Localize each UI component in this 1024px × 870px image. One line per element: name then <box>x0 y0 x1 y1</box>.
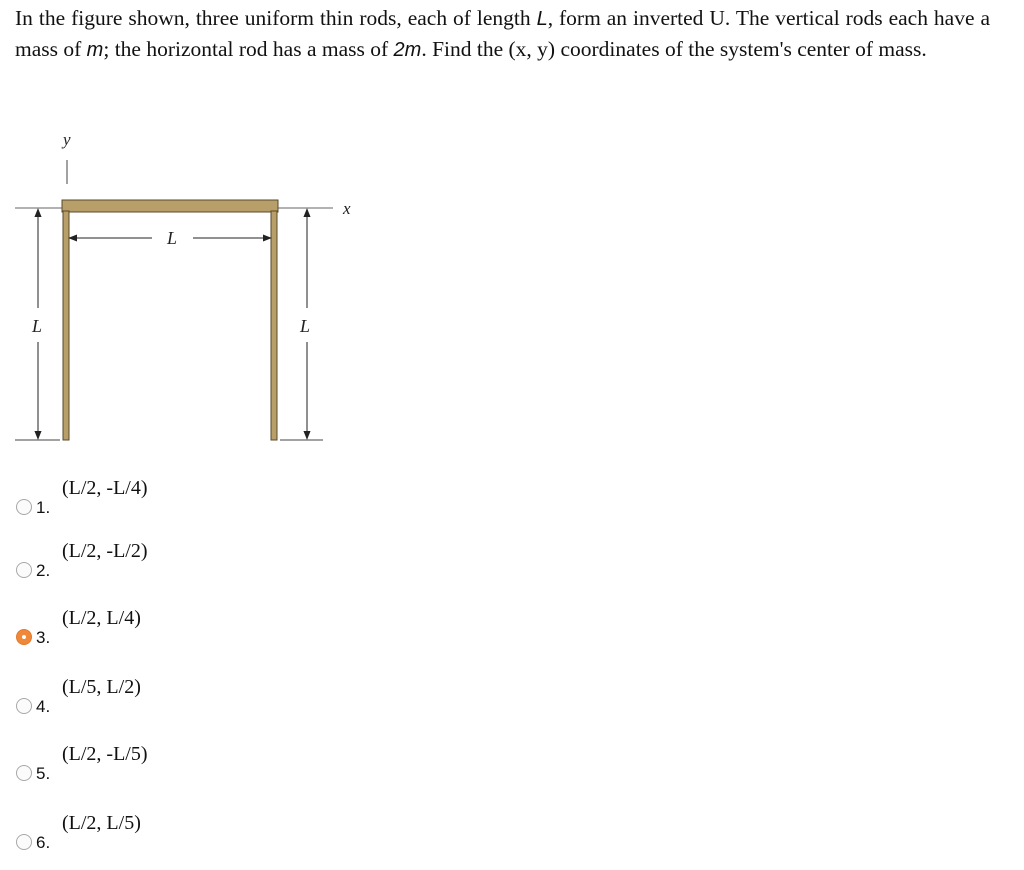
radio-button[interactable] <box>16 834 32 850</box>
x-axis-label: x <box>343 199 351 218</box>
radio-button[interactable] <box>16 765 32 781</box>
choice-6[interactable] <box>16 812 316 862</box>
left-length-label: L <box>32 316 43 336</box>
left-vertical-rod <box>63 211 69 440</box>
question-text-part: In the figure shown, three uniform thin rods, each of length <box>15 6 537 30</box>
radio-button[interactable] <box>16 499 32 515</box>
choice-number: 1. <box>36 498 51 517</box>
radio-button[interactable] <box>16 562 32 578</box>
choice-number: 6. <box>36 833 51 852</box>
choice-number: 5. <box>36 764 51 783</box>
variable-L: L <box>536 8 548 30</box>
choice-1[interactable] <box>16 474 316 524</box>
top-length-label: L <box>167 228 178 248</box>
question-text-part: ; the horizontal rod has a mass of <box>103 36 394 61</box>
choice-number: 3. <box>36 628 51 647</box>
right-vertical-rod <box>271 211 277 440</box>
horizontal-rod <box>62 200 278 212</box>
choice-text: (L/2, L/5) <box>62 812 141 834</box>
choice-text: (L/2, -L/5) <box>62 743 148 765</box>
choice-text: (L/2, L/4) <box>62 607 141 629</box>
choice-text: (L/5, L/2) <box>62 676 141 698</box>
right-length-label: L <box>300 316 311 336</box>
question-text-part: . Find the (x, y) coordinates of the system's center of mass. <box>421 36 927 61</box>
choice-4[interactable] <box>16 676 316 726</box>
variable-2m: 2m <box>393 38 422 61</box>
choice-2[interactable] <box>16 540 316 590</box>
choice-3[interactable] <box>16 607 316 657</box>
inverted-u-rod-figure <box>0 0 370 460</box>
choice-text: (L/2, -L/4) <box>62 477 148 499</box>
choice-text: (L/2, -L/2) <box>62 540 148 562</box>
question-text-part: , form an inverted U. The vertical rods each have a mass of <box>15 6 990 61</box>
radio-button-selected[interactable] <box>16 629 32 645</box>
y-axis-label: y <box>63 130 71 149</box>
choice-5[interactable] <box>16 743 316 793</box>
choice-number: 4. <box>36 697 51 716</box>
radio-button[interactable] <box>16 698 32 714</box>
choice-number: 2. <box>36 561 51 580</box>
variable-m: m <box>86 38 104 61</box>
